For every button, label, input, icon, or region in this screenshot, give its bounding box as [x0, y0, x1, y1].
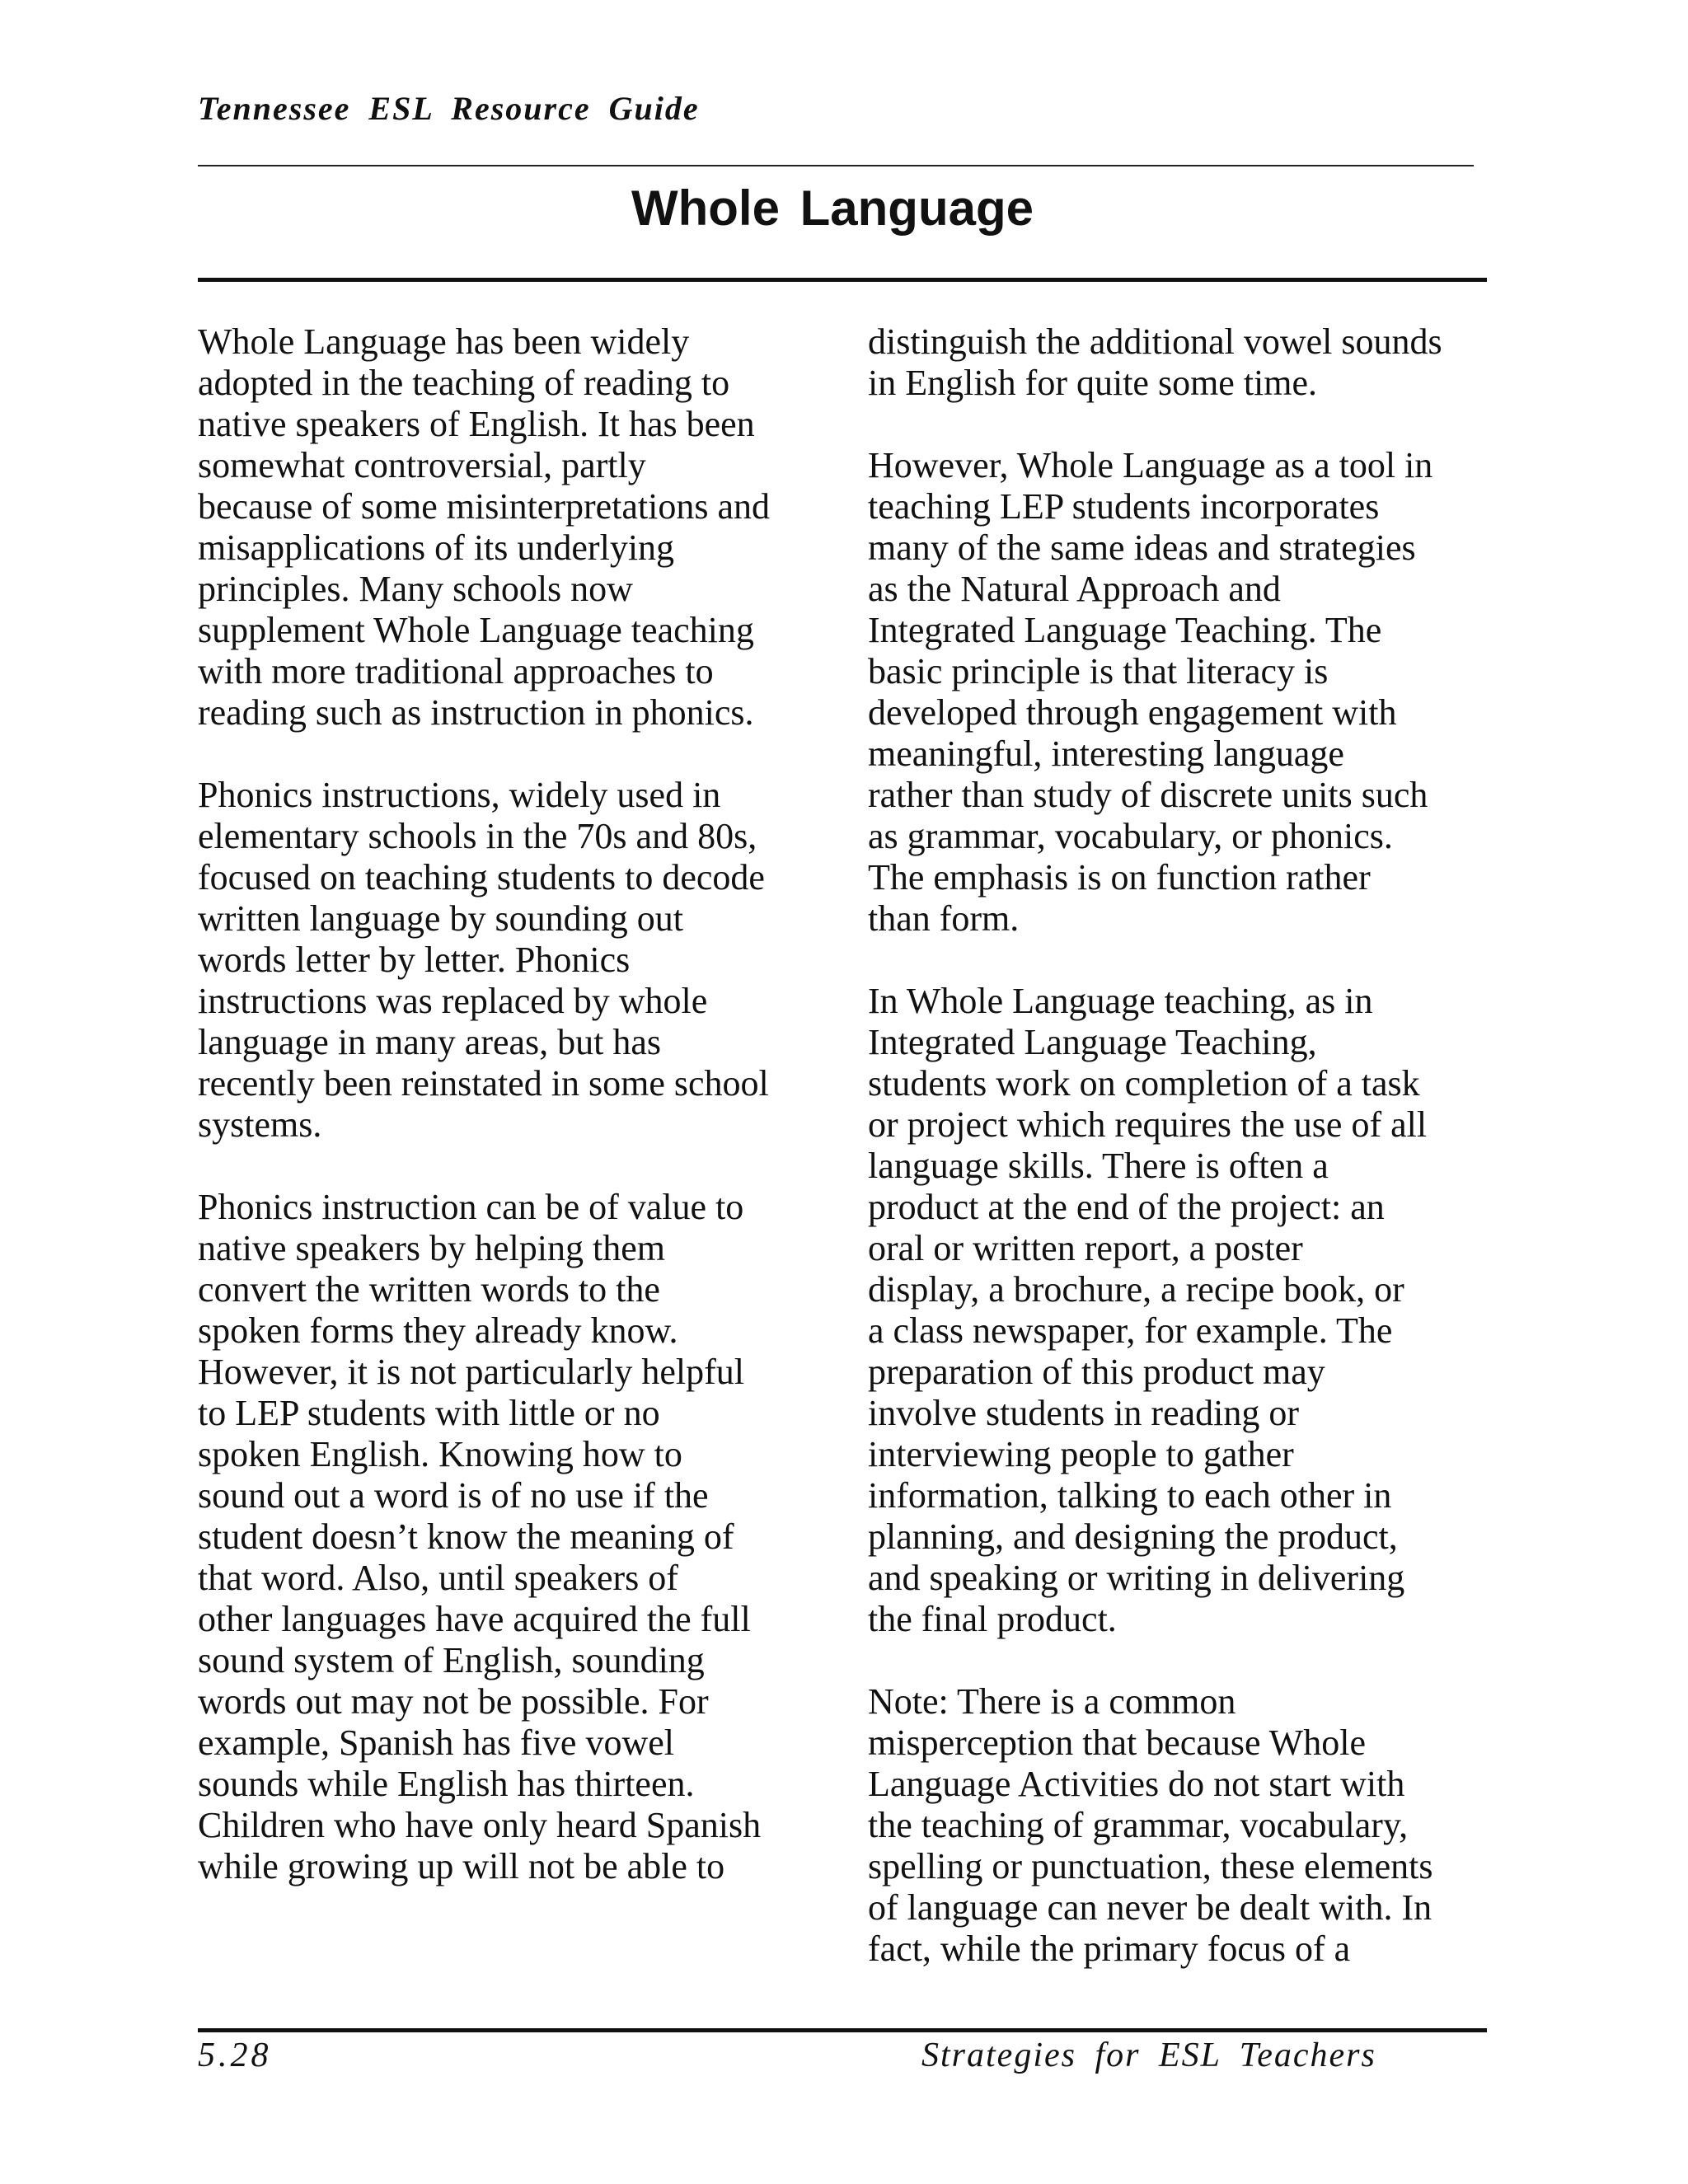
text-line: misperception that because Whole	[868, 1722, 1366, 1763]
text-line: rather than study of discrete units such	[868, 775, 1428, 815]
text-line: students work on completion of a task	[868, 1063, 1420, 1104]
text-line: a class newspaper, for example. The	[868, 1310, 1393, 1351]
text-line: example, Spanish has five vowel	[198, 1722, 674, 1763]
text-line: many of the same ideas and strategies	[868, 527, 1416, 568]
text-line: preparation of this product may	[868, 1352, 1325, 1392]
text-line: Integrated Language Teaching,	[868, 1022, 1317, 1062]
text-line: as the Natural Approach and	[868, 569, 1281, 609]
page-title: Whole Language	[631, 180, 1034, 236]
text-line: somewhat controversial, partly	[198, 445, 646, 485]
text-line: Whole Language has been widely	[198, 321, 690, 362]
text-line: the final product.	[868, 1599, 1117, 1639]
text-line: information, talking to each other in	[868, 1475, 1392, 1516]
text-line: spoken English. Knowing how to	[198, 1434, 682, 1474]
header-divider	[198, 165, 1474, 166]
text-line: to LEP students with little or no	[198, 1393, 660, 1433]
text-line: supplement Whole Language teaching	[198, 610, 754, 650]
text-line: distinguish the additional vowel sounds	[868, 321, 1442, 362]
paragraph	[868, 321, 1503, 404]
right-column	[868, 321, 1503, 1970]
title-divider	[198, 278, 1487, 282]
text-line: Language Activities do not start with	[868, 1764, 1405, 1804]
text-line: Children who have only heard Spanish	[198, 1805, 762, 1845]
text-line: meaningful, interesting language	[868, 733, 1344, 774]
text-line: language in many areas, but has	[198, 1022, 662, 1062]
text-line: because of some misinterpretations and	[198, 486, 771, 527]
text-line: words letter by letter. Phonics	[198, 940, 631, 980]
text-line: oral or written report, a poster	[868, 1228, 1303, 1268]
text-line: sound out a word is of no use if the	[198, 1475, 709, 1516]
text-line: adopted in the teaching of reading to	[198, 363, 730, 403]
left-column	[198, 321, 832, 1887]
text-line: product at the end of the project: an	[868, 1187, 1385, 1227]
text-line: written language by sounding out	[198, 898, 684, 939]
text-line: focused on teaching students to decode	[198, 857, 765, 898]
page-number: 5.28	[198, 2036, 272, 2074]
text-line: in English for quite some time.	[868, 363, 1318, 403]
paragraph	[868, 1681, 1503, 1970]
text-line: teaching LEP students incorporates	[868, 486, 1380, 527]
text-line: misapplications of its underlying	[198, 527, 675, 568]
text-line: of language can never be dealt with. In	[868, 1887, 1432, 1928]
text-line: systems.	[198, 1104, 322, 1145]
text-line: with more traditional approaches to	[198, 651, 714, 691]
text-line: basic principle is that literacy is	[868, 651, 1329, 691]
text-line: convert the written words to the	[198, 1269, 660, 1310]
text-line: words out may not be possible. For	[198, 1681, 709, 1722]
text-line: principles. Many schools now	[198, 569, 633, 609]
text-line: sounds while English has thirteen.	[198, 1764, 695, 1804]
text-line: reading such as instruction in phonics.	[198, 692, 754, 733]
text-line: However, it is not particularly helpful	[198, 1352, 744, 1392]
text-line: while growing up will not be able to	[198, 1846, 725, 1886]
text-line: instructions was replaced by whole	[198, 981, 708, 1021]
text-line: Phonics instructions, widely used in	[198, 775, 721, 815]
text-line: native speakers by helping them	[198, 1228, 665, 1268]
text-line: and speaking or writing in delivering	[868, 1558, 1405, 1598]
text-line: elementary schools in the 70s and 80s,	[198, 816, 757, 856]
text-line: Note: There is a common	[868, 1681, 1236, 1722]
text-line: interviewing people to gather	[868, 1434, 1294, 1474]
text-line: Integrated Language Teaching. The	[868, 610, 1382, 650]
text-line: native speakers of English. It has been	[198, 404, 755, 444]
text-line: the teaching of grammar, vocabulary,	[868, 1805, 1409, 1845]
text-line: spoken forms they already know.	[198, 1310, 678, 1351]
text-line: However, Whole Language as a tool in	[868, 445, 1433, 485]
text-line: In Whole Language teaching, as in	[868, 981, 1373, 1021]
text-line: that word. Also, until speakers of	[198, 1558, 678, 1598]
text-line: sound system of English, sounding	[198, 1640, 705, 1680]
text-line: planning, and designing the product,	[868, 1516, 1398, 1557]
text-line: language skills. There is often a	[868, 1146, 1329, 1186]
paragraph	[198, 321, 832, 733]
text-line: developed through engagement with	[868, 692, 1397, 733]
paragraph	[198, 1187, 832, 1887]
text-line: spelling or punctuation, these elements	[868, 1846, 1433, 1886]
text-line: or project which requires the use of all	[868, 1104, 1428, 1145]
text-line: recently been reinstated in some school	[198, 1063, 769, 1104]
paragraph	[198, 775, 832, 1146]
text-line: fact, while the primary focus of a	[868, 1929, 1351, 1969]
text-line: involve students in reading or	[868, 1393, 1300, 1433]
text-line: student doesn’t know the meaning of	[198, 1516, 734, 1557]
footer-divider	[198, 2028, 1487, 2032]
text-line: Phonics instruction can be of value to	[198, 1187, 744, 1227]
paragraph	[868, 445, 1503, 940]
text-line: as grammar, vocabulary, or phonics.	[868, 816, 1393, 856]
footer-section-title: Strategies for ESL Teachers	[921, 2036, 1376, 2074]
text-line: than form.	[868, 898, 1020, 939]
text-line: The emphasis is on function rather	[868, 857, 1371, 898]
paragraph	[868, 981, 1503, 1640]
running-header-title: Tennessee ESL Resource Guide	[198, 90, 700, 127]
text-line: other languages have acquired the full	[198, 1599, 751, 1639]
text-line: display, a brochure, a recipe book, or	[868, 1269, 1404, 1310]
